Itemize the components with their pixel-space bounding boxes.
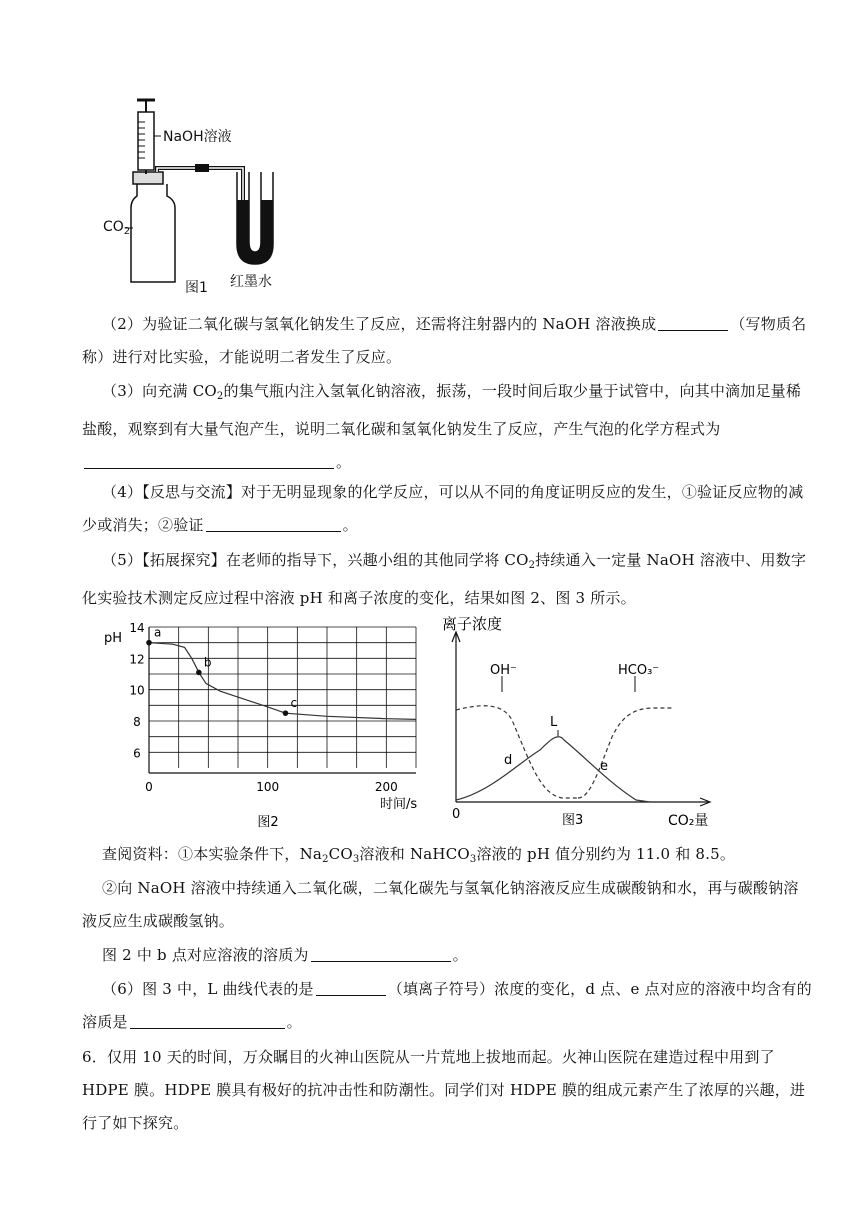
figure-2-caption: 图2 [257, 815, 279, 830]
point-label-c: c [290, 696, 298, 711]
point-c [283, 710, 289, 716]
red-ink-label: 红墨水 [230, 274, 272, 290]
point-a [146, 640, 152, 646]
figure-1-apparatus [95, 92, 305, 302]
hco3-label: HCO₃⁻ [618, 663, 660, 678]
point-b [196, 670, 202, 676]
figure-1-caption: 图1 [185, 280, 208, 296]
question-3: （3）向充满 $CO_2$的集气瓶内注入氢氧化钠溶液，振荡，一段时间后取少量于试管中，向其中滴加足量稀盐酸，观察到有大量气泡产生，说明二氧化碳和氢氧化钠发生了反应，产生气泡的化学方程式为。 [82, 382, 802, 471]
question-2: （2）为验证二氧化碳与氢氧化钠发生了反应，还需将注射器内的 NaOH 溶液换成 （写物质名称）进行对比实验，才能说明二者发生了反应。 [82, 315, 807, 366]
x-axis-label: 时间/s [380, 797, 418, 812]
l-curve [456, 737, 650, 802]
answer-blank-q2[interactable] [658, 314, 728, 331]
y-axis-label: pH [104, 631, 123, 646]
naoh-label: NaOH溶液 [163, 129, 232, 145]
y-axis-label: 离子浓度 [442, 615, 503, 633]
reference-line-1: 查阅资料：①本实验条件下，$Na_2CO_3$溶液和 NaHCO$_3$溶液的 pH 值分别约为 11.0 和 8.5。 [102, 845, 736, 865]
y-tick-label: 10 [129, 683, 145, 698]
origin-label: 0 [452, 807, 461, 822]
point-label-b: b [203, 655, 212, 670]
answer-blank-q4[interactable] [206, 515, 341, 532]
answer-blank-q3[interactable] [84, 452, 334, 469]
oh-label: OH⁻ [490, 663, 517, 678]
x-tick-label: 100 [256, 780, 280, 794]
y-tick-label: 14 [129, 621, 145, 635]
y-tick-label: 6 [133, 746, 141, 761]
answer-blank-q6-1[interactable] [316, 979, 386, 996]
question-4: （4）【反思与交流】对于无明显现象的化学反应，可以从不同的角度证明反应的发生，①验证反应物的减少或消失；②验证 。 [82, 483, 804, 534]
x-tick-label: 200 [374, 780, 398, 794]
question-b-solute: 图 2 中 b 点对应溶液的溶质为 。 [102, 946, 468, 964]
question-5: （5）【拓展探究】在老师的指导下，兴趣小组的其他同学将 $CO_2$持续通入一定量 NaOH 溶液中、用数字化实验技术测定反应过程中溶液 pH 和离子浓度的变化，结果如图 2、图 3 所示。 [82, 551, 807, 607]
figure-3-ion-chart [440, 612, 720, 837]
point-label-a: a [154, 625, 162, 640]
answer-blank-q6-2[interactable] [130, 1012, 285, 1029]
hco3-curve [578, 708, 672, 798]
y-tick-label: 12 [129, 652, 145, 667]
y-tick-label: 8 [133, 715, 141, 729]
problem-6: 6．仅用 10 天的时间，万众瞩目的火神山医院从一片荒地上拔地而起。火神山医院在建造过程中用到了 HDPE 膜。HDPE 膜具有极好的抗冲击性和防潮性。同学们对 HDPE 膜的组成元素产生了浓厚的兴趣，进行了如下探究。 [82, 1048, 806, 1132]
l-label: L [550, 715, 558, 730]
ph-curve [149, 643, 416, 720]
x-tick-label: 0 [145, 780, 153, 794]
figure-3-caption: 图3 [562, 813, 584, 828]
answer-blank-b[interactable] [311, 945, 451, 962]
d-label: d [504, 753, 513, 768]
oh-curve [456, 706, 578, 798]
question-6: （6）图 3 中，L 曲线代表的是 （填离子符号）浓度的变化，d 点、e 点对应的溶液中均含有的溶质是 。 [82, 980, 812, 1031]
figure-2-ph-chart [98, 620, 433, 835]
co2-label: $CO_2$ [103, 219, 131, 237]
x-axis-label: CO₂量 [668, 813, 709, 829]
reference-line-2: ②向 NaOH 溶液中持续通入二氧化碳，二氧化碳先与氢氧化钠溶液反应生成碳酸钠和水，再与碳酸钠溶液反应生成碳酸氢钠。 [82, 879, 799, 930]
e-label: e [600, 759, 608, 774]
